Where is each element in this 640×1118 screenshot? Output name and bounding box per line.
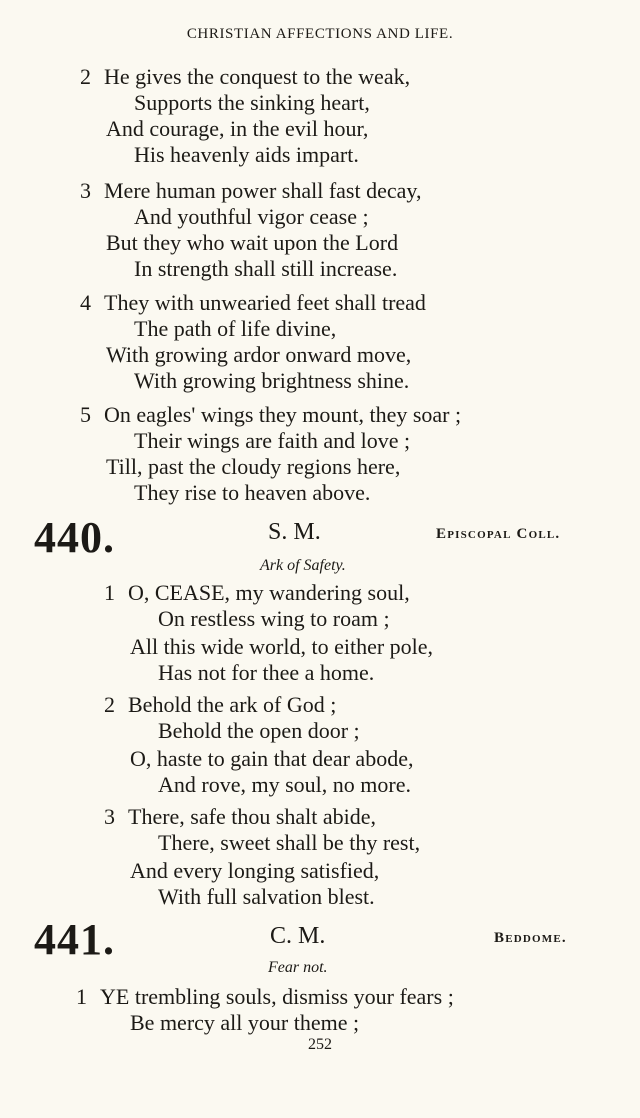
stanza-number: 1 xyxy=(104,580,115,605)
verse-line: They rise to heaven above. xyxy=(134,480,371,505)
verse-line: With full salvation blest. xyxy=(158,884,375,909)
verse-line xyxy=(76,984,454,1010)
verse-line xyxy=(104,692,336,718)
verse-line: Supports the sinking heart, xyxy=(134,90,370,115)
line-text: O, CEASE, my wandering soul, xyxy=(128,580,410,605)
hymn-number: 440. xyxy=(34,513,115,562)
hymn-author: Episcopal Coll. xyxy=(436,526,561,542)
stanza-number: 4 xyxy=(80,290,91,315)
verse-line: In strength shall still increase. xyxy=(134,256,398,281)
stanza-number: 1 xyxy=(76,984,87,1009)
page-number: 252 xyxy=(308,1036,332,1053)
stanza-number: 5 xyxy=(80,402,91,427)
verse-line: With growing brightness shine. xyxy=(134,368,410,393)
verse-line: And rove, my soul, no more. xyxy=(158,772,411,797)
verse-line: And courage, in the evil hour, xyxy=(106,116,369,141)
verse-line xyxy=(80,402,461,428)
verse-line xyxy=(104,580,410,606)
verse-line: Till, past the cloudy regions here, xyxy=(106,454,401,479)
stanza-number: 3 xyxy=(80,178,91,203)
verse-line: Has not for thee a home. xyxy=(158,660,375,685)
verse-line: His heavenly aids impart. xyxy=(134,142,359,167)
hymn-title: Fear not. xyxy=(268,959,328,976)
verse-line: Behold the open door ; xyxy=(158,718,360,743)
verse-line: The path of life divine, xyxy=(134,316,337,341)
verse-line: But they who wait upon the Lord xyxy=(106,230,399,255)
verse-line: And every longing satisfied, xyxy=(130,858,380,883)
stanza-number: 2 xyxy=(80,64,91,89)
line-text: Mere human power shall fast decay, xyxy=(104,178,422,203)
verse-line xyxy=(104,804,376,830)
verse-line: All this wide world, to either pole, xyxy=(130,634,434,659)
line-text: He gives the conquest to the weak, xyxy=(104,64,411,89)
verse-line: And youthful vigor cease ; xyxy=(134,204,369,229)
line-text: They with unwearied feet shall tread xyxy=(104,290,426,315)
hymn-author: Beddome. xyxy=(494,930,567,946)
hymn-number: 441. xyxy=(34,915,115,964)
running-head: CHRISTIAN AFFECTIONS AND LIFE. xyxy=(186,26,454,42)
verse-line: There, sweet shall be thy rest, xyxy=(158,830,421,855)
line-text: Behold the ark of God ; xyxy=(128,692,337,717)
stanza-number: 2 xyxy=(104,692,115,717)
verse-line: Be mercy all your theme ; xyxy=(130,1010,360,1035)
verse-line: O, haste to gain that dear abode, xyxy=(130,746,414,771)
stanza-number: 3 xyxy=(104,804,115,829)
verse-line xyxy=(80,290,426,316)
verse-line: Their wings are faith and love ; xyxy=(134,428,411,453)
line-text: YE trembling souls, dismiss your fears ; xyxy=(100,984,454,1009)
line-text: On eagles' wings they mount, they soar ; xyxy=(104,402,462,427)
line-text: There, safe thou shalt abide, xyxy=(128,804,377,829)
verse-line: With growing ardor onward move, xyxy=(106,342,412,367)
verse-line xyxy=(80,178,421,204)
hymn-meter: C. M. xyxy=(270,923,326,949)
hymn-title: Ark of Safety. xyxy=(260,557,346,574)
hymn-meter: S. M. xyxy=(268,519,321,545)
verse-line xyxy=(80,64,410,90)
verse-line: On restless wing to roam ; xyxy=(158,606,390,631)
